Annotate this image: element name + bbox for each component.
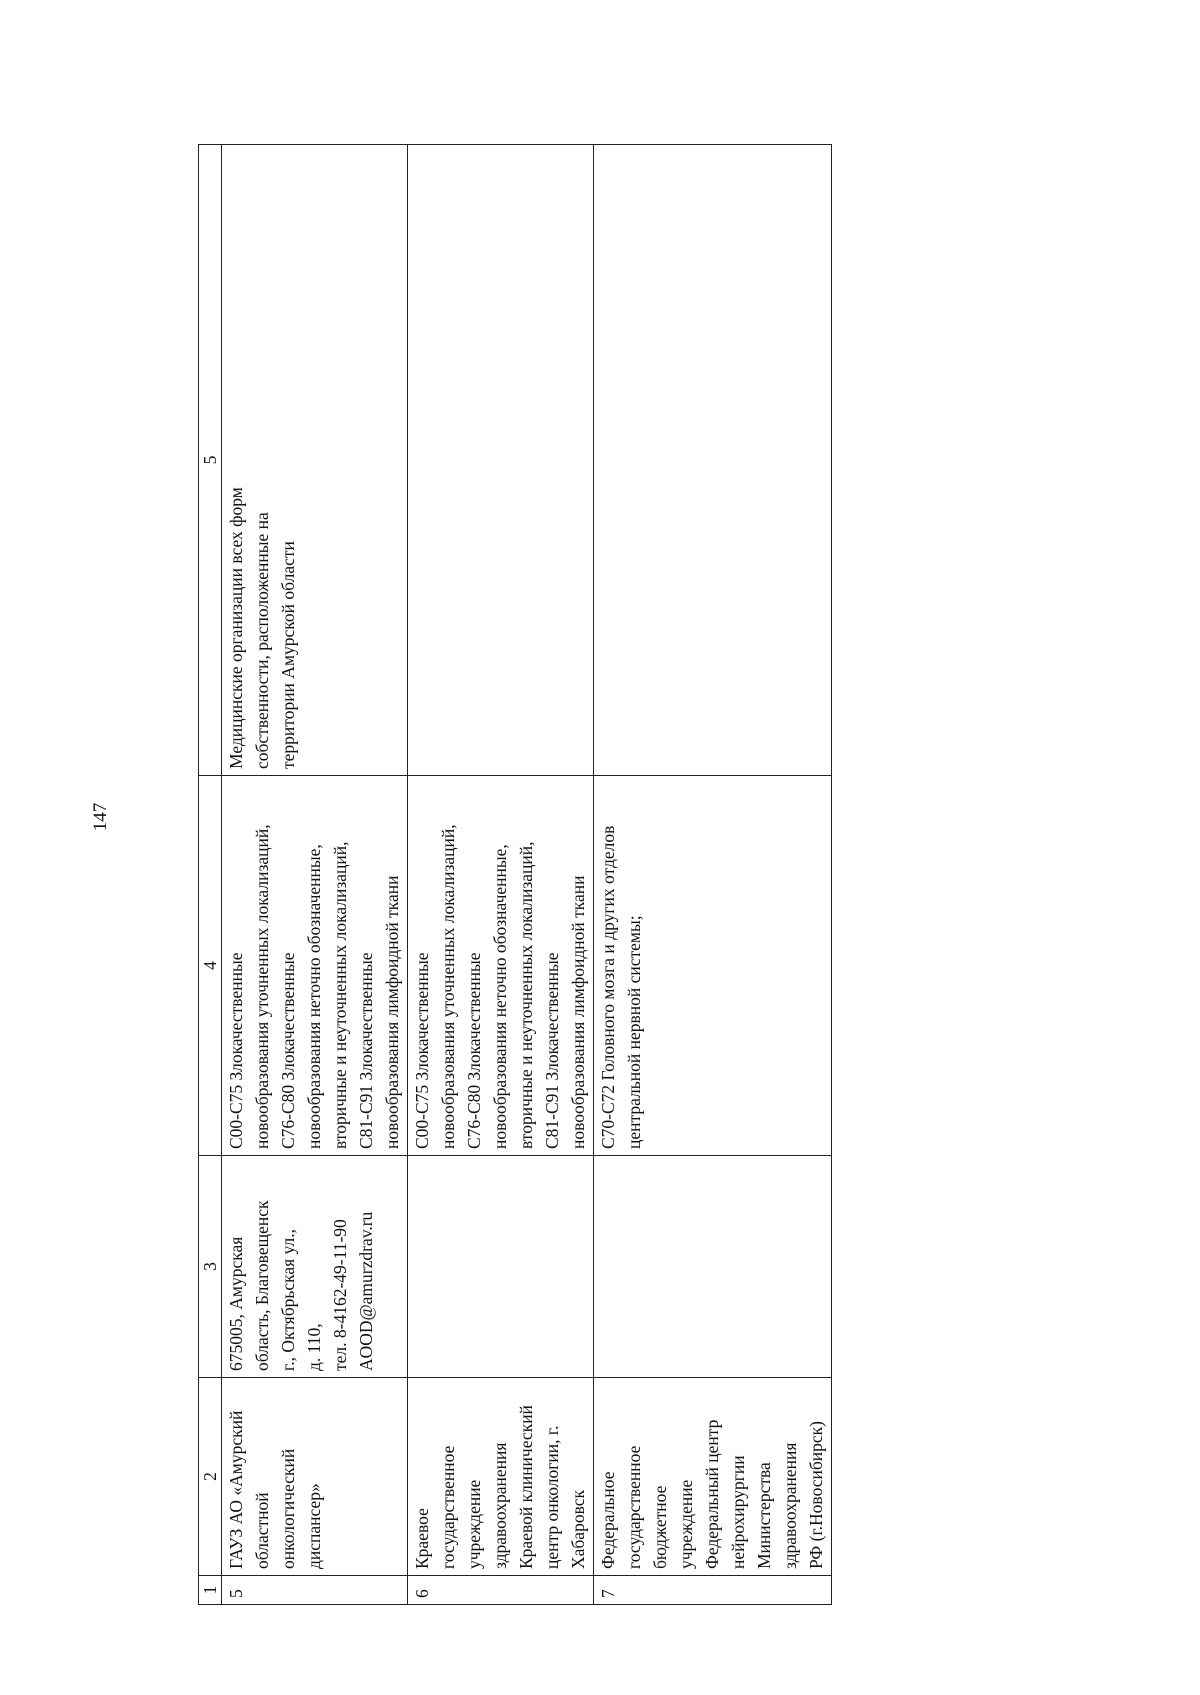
address-cell: 675005, Амурская область, Благовещенск г., Октябрьская ул., д. 110, тел. 8-4162-49-11-90 AOOD@amurzdrav.ru xyxy=(222,1156,408,1378)
diagnoses-cell: С00-С75 Злокачественные новообразования уточненных локализаций, С76-С80 Злокачественные новообразования неточно обозначенные, вторичные и неуточненных локализаций, С81-С91 Злокачественные новообразования лимфоидной ткани xyxy=(222,776,408,1156)
header-row xyxy=(199,145,222,1605)
organization-cell: Краевое государственное учреждение здравоохранения Краевой клинический центр онкологии, г. Хабаровск xyxy=(408,1378,594,1576)
oncology-centers-table xyxy=(198,144,832,1605)
page-number: 147 xyxy=(90,802,111,832)
row-number: 7 xyxy=(594,1576,832,1605)
organization-cell: ГАУЗ АО «Амурский областной онкологический диспансер» xyxy=(222,1378,408,1576)
column-header: 4 xyxy=(199,776,222,1156)
table-row xyxy=(594,145,832,1605)
email: AOOD@amurzdrav.ru xyxy=(356,1211,376,1371)
table-row xyxy=(408,145,594,1605)
table-container xyxy=(198,145,848,1605)
organization-cell: Федеральное государственное бюджетное учреждение Федеральный центр нейрохирургии Министерства здравоохранения РФ (г.Новосибирск) xyxy=(594,1378,832,1576)
territory-cell xyxy=(594,145,832,776)
row-number: 6 xyxy=(408,1576,594,1605)
address-cell xyxy=(594,1156,832,1378)
column-header: 3 xyxy=(199,1156,222,1378)
diagnoses-cell: С00-С75 Злокачественные новообразования уточненных локализаций, С76-С80 Злокачественные новообразования неточно обозначенные, вторичные и неуточненных локализаций, С81-С91 Злокачественные новообразования лимфоидной ткани xyxy=(408,776,594,1156)
diagnoses-cell: С70-С72 Головного мозга и других отделов центральной нервной системы; xyxy=(594,776,832,1156)
column-header: 2 xyxy=(199,1378,222,1576)
table-row xyxy=(222,145,408,1605)
column-header: 5 xyxy=(199,145,222,776)
column-header: 1 xyxy=(199,1576,222,1605)
row-number: 5 xyxy=(222,1576,408,1605)
address-cell xyxy=(408,1156,594,1378)
territory-cell: Медицинские организации всех форм собственности, расположенные на территории Амурской области xyxy=(222,145,408,776)
territory-cell xyxy=(408,145,594,776)
